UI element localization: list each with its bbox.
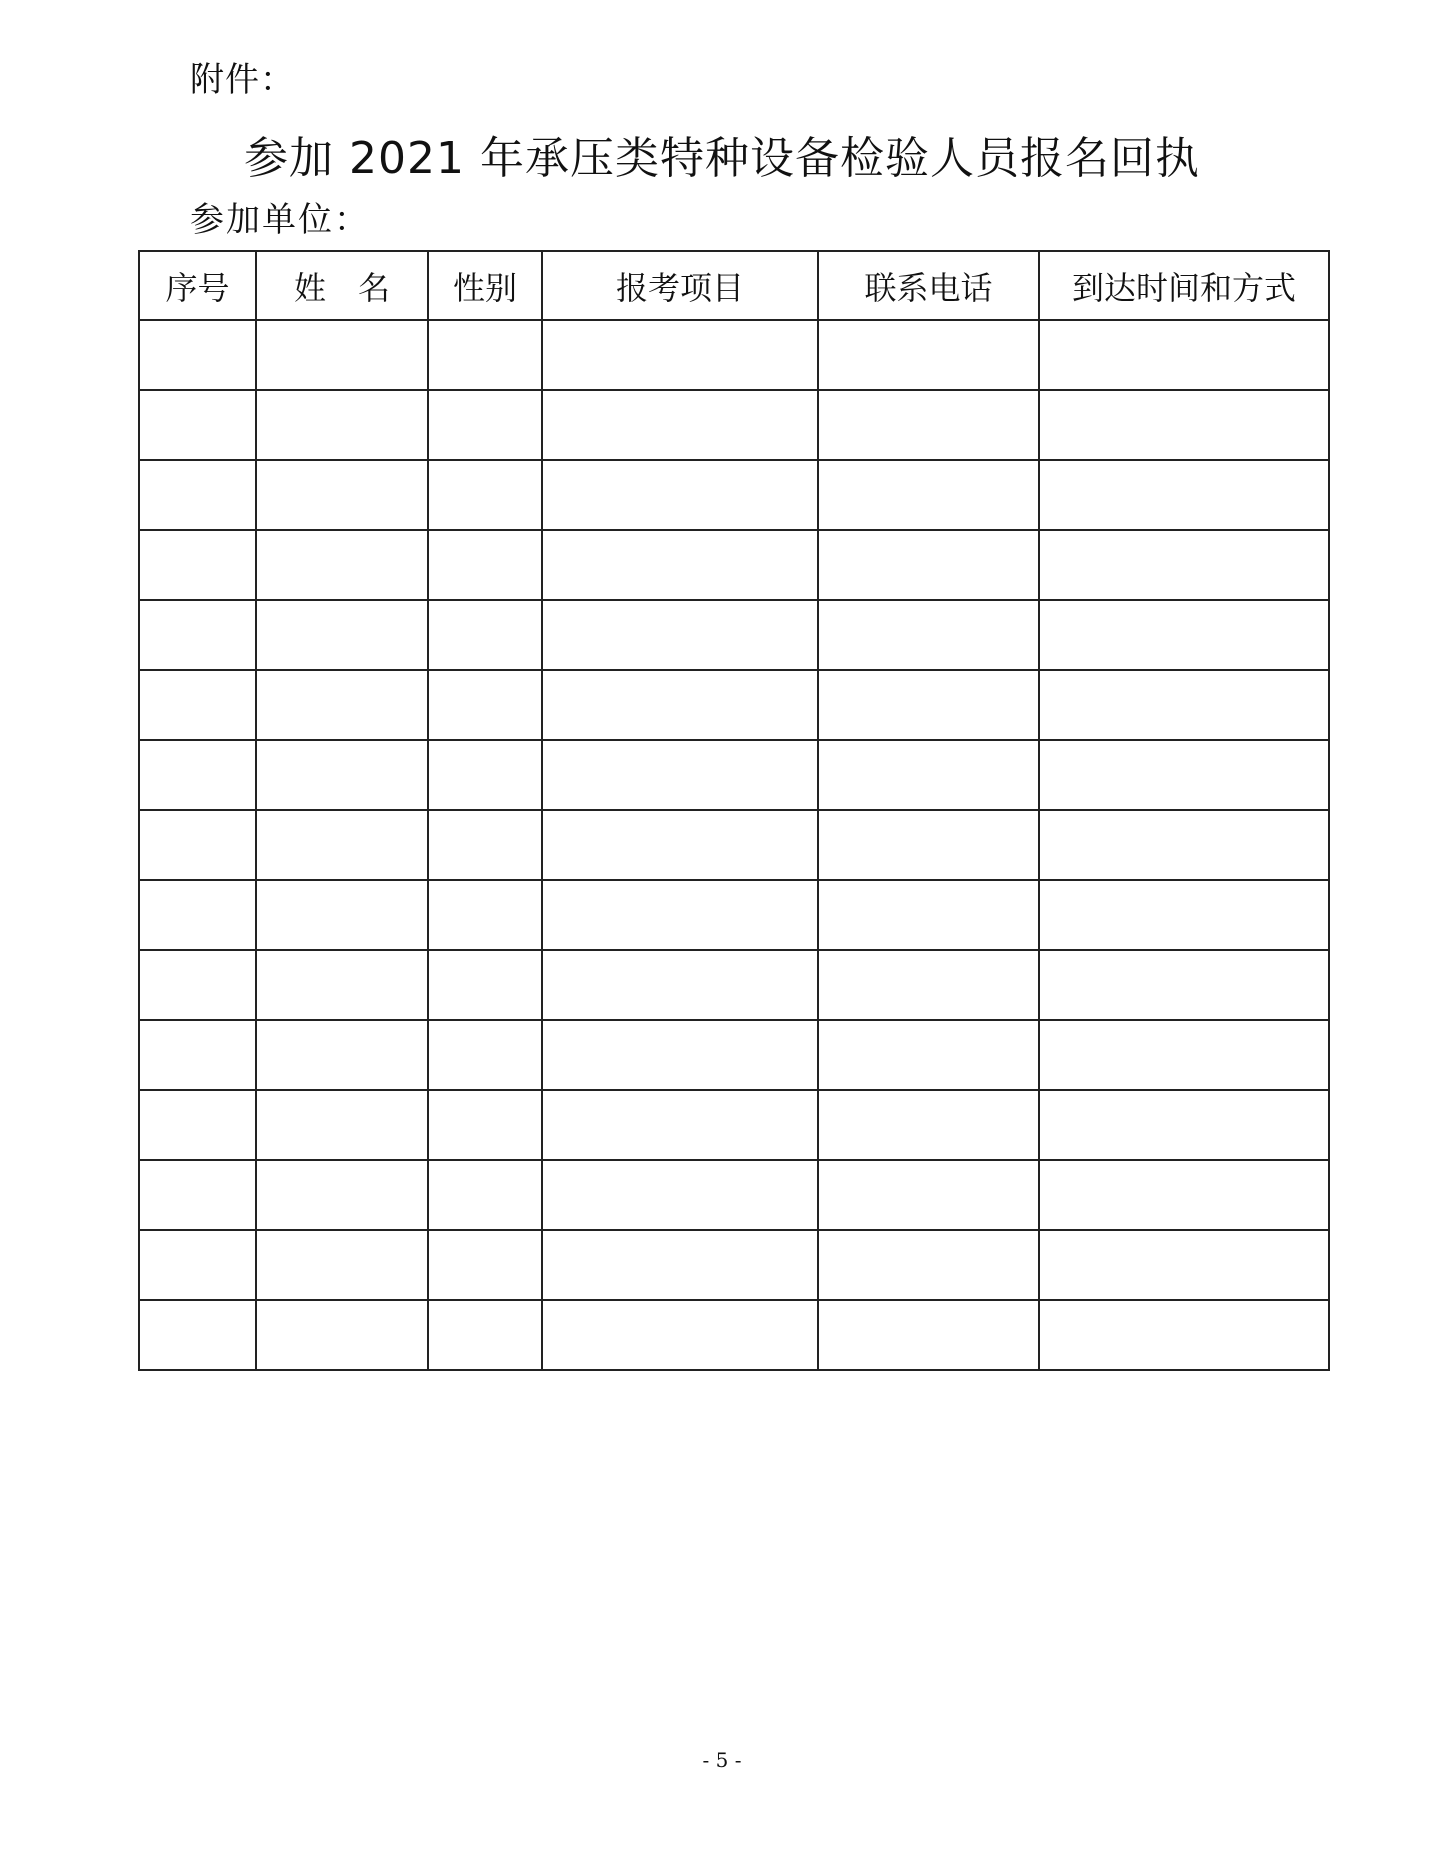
cell-serial [139,670,256,740]
cell-name [256,1300,428,1370]
cell-phone [818,530,1039,600]
participating-unit-label: 参加单位： [190,200,370,240]
cell-exam-item [542,670,818,740]
cell-exam-item [542,950,818,1020]
cell-exam-item [542,1020,818,1090]
cell-name [256,460,428,530]
cell-gender [428,1090,542,1160]
cell-serial [139,390,256,460]
cell-phone [818,390,1039,460]
table-row [139,1230,1329,1300]
cell-arrival [1039,670,1329,740]
cell-arrival [1039,1160,1329,1230]
cell-serial [139,1020,256,1090]
cell-serial [139,460,256,530]
cell-phone [818,810,1039,880]
registration-table [138,250,1330,1371]
cell-arrival [1039,810,1329,880]
cell-arrival [1039,320,1329,390]
column-header-arrival: 到达时间和方式 [1039,251,1329,320]
cell-phone [818,460,1039,530]
cell-serial [139,810,256,880]
cell-serial [139,1230,256,1300]
cell-arrival [1039,460,1329,530]
cell-gender [428,530,542,600]
cell-arrival [1039,1230,1329,1300]
cell-arrival [1039,1090,1329,1160]
cell-phone [818,880,1039,950]
cell-gender [428,740,542,810]
cell-serial [139,530,256,600]
cell-exam-item [542,810,818,880]
cell-serial [139,740,256,810]
cell-arrival [1039,1020,1329,1090]
table-row [139,1160,1329,1230]
column-header-name: 姓 名 [256,251,428,320]
cell-serial [139,1090,256,1160]
table-row [139,880,1329,950]
table-body [139,320,1329,1370]
cell-phone [818,1230,1039,1300]
cell-phone [818,670,1039,740]
cell-exam-item [542,460,818,530]
cell-gender [428,600,542,670]
cell-name [256,1230,428,1300]
cell-name [256,670,428,740]
table-row [139,950,1329,1020]
table-header-row [139,251,1329,320]
column-header-exam-item: 报考项目 [542,251,818,320]
table-row [139,530,1329,600]
cell-gender [428,670,542,740]
cell-name [256,740,428,810]
cell-exam-item [542,600,818,670]
cell-gender [428,1230,542,1300]
cell-arrival [1039,740,1329,810]
cell-phone [818,600,1039,670]
cell-phone [818,950,1039,1020]
cell-arrival [1039,1300,1329,1370]
cell-phone [818,1020,1039,1090]
table-row [139,600,1329,670]
cell-gender [428,390,542,460]
table-row [139,810,1329,880]
cell-serial [139,1300,256,1370]
cell-arrival [1039,880,1329,950]
cell-exam-item [542,740,818,810]
cell-exam-item [542,880,818,950]
table-row [139,1300,1329,1370]
cell-serial [139,950,256,1020]
cell-gender [428,460,542,530]
cell-phone [818,1090,1039,1160]
cell-phone [818,1300,1039,1370]
cell-gender [428,320,542,390]
cell-name [256,320,428,390]
cell-exam-item [542,1160,818,1230]
cell-name [256,390,428,460]
cell-phone [818,1160,1039,1230]
cell-name [256,950,428,1020]
table-row [139,460,1329,530]
document-title: 参加 2021 年承压类特种设备检验人员报名回执 [244,133,1200,184]
cell-name [256,600,428,670]
column-header-phone: 联系电话 [818,251,1039,320]
cell-name [256,530,428,600]
cell-exam-item [542,1300,818,1370]
cell-gender [428,1020,542,1090]
table-row [139,670,1329,740]
cell-name [256,880,428,950]
cell-exam-item [542,1230,818,1300]
table-row [139,320,1329,390]
cell-gender [428,880,542,950]
column-header-gender: 性别 [428,251,542,320]
cell-serial [139,600,256,670]
cell-arrival [1039,600,1329,670]
table-row [139,1020,1329,1090]
table-row [139,740,1329,810]
cell-name [256,1020,428,1090]
cell-serial [139,880,256,950]
cell-phone [818,740,1039,810]
cell-name [256,810,428,880]
cell-exam-item [542,390,818,460]
table-row [139,390,1329,460]
cell-arrival [1039,530,1329,600]
cell-name [256,1090,428,1160]
cell-gender [428,950,542,1020]
cell-serial [139,320,256,390]
attachment-label: 附件： [190,60,295,100]
column-header-serial: 序号 [139,251,256,320]
cell-arrival [1039,390,1329,460]
cell-gender [428,1300,542,1370]
page-number: - 5 - [702,1748,742,1772]
table-row [139,1090,1329,1160]
cell-arrival [1039,950,1329,1020]
cell-serial [139,1160,256,1230]
cell-phone [818,320,1039,390]
cell-gender [428,1160,542,1230]
cell-gender [428,810,542,880]
cell-exam-item [542,1090,818,1160]
cell-exam-item [542,530,818,600]
cell-exam-item [542,320,818,390]
cell-name [256,1160,428,1230]
